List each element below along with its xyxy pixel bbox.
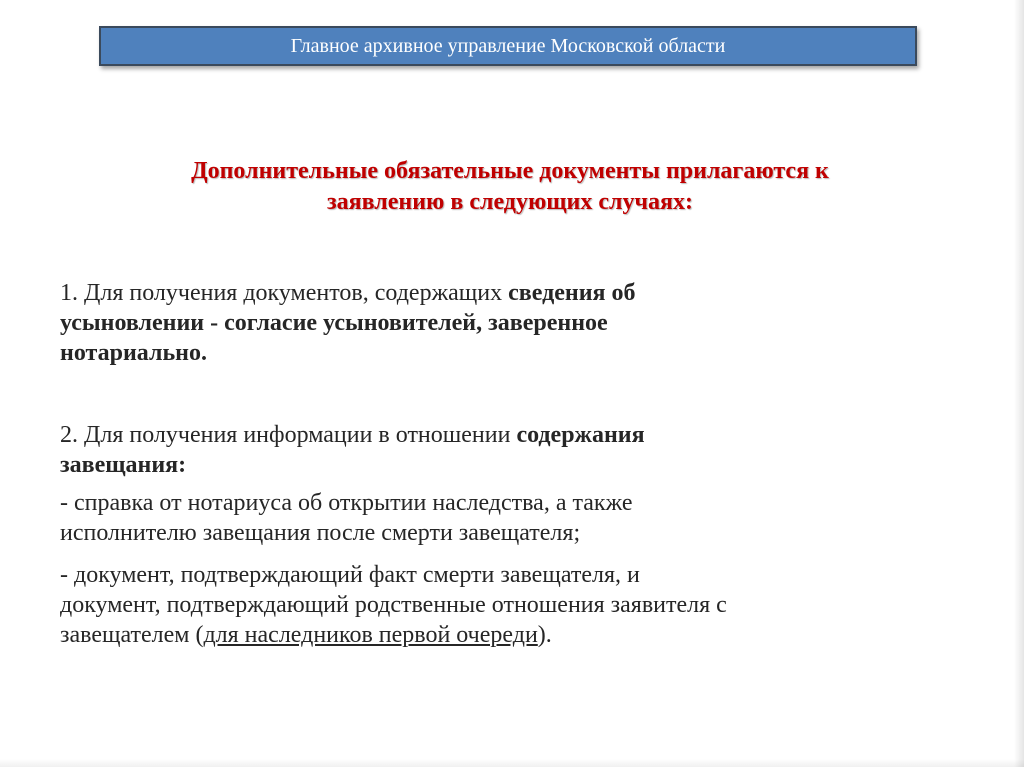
subtitle-line-1: Дополнительные обязательные документы прилагаются к: [191, 158, 829, 184]
item-will-prefix: 2. Для получения информации в отношении: [60, 422, 517, 448]
item-adoption-bold-1: сведения об: [508, 280, 636, 306]
bullet-death-underlined: для наследников первой очереди: [203, 622, 538, 648]
bullet-death-line-3-suffix: ).: [537, 622, 552, 648]
bullet-notary-certificate: [60, 488, 940, 548]
bullet-death-line-3-prefix: завещателем (: [60, 622, 204, 648]
slide-bottom-shadow: [0, 759, 1024, 767]
item-will-bold-2: завещания:: [60, 452, 187, 478]
bullet-notary-line-2: исполнителю завещания после смерти завещателя;: [60, 520, 581, 546]
header-banner: [99, 26, 917, 66]
bullet-notary-line-1: - справка от нотариуса об открытии наследства, а также: [60, 490, 633, 516]
item-adoption-bold-3: нотариально.: [60, 340, 207, 366]
item-adoption: [60, 278, 940, 368]
slide-body: [60, 278, 940, 650]
slide-edge-shadow: [1014, 0, 1024, 767]
item-will: [60, 420, 940, 480]
item-will-bold-1: содержания: [516, 422, 645, 448]
subtitle-line-2: заявлению в следующих случаях:: [327, 189, 693, 215]
bullet-death-line-2: документ, подтверждающий родственные отношения заявителя с: [60, 592, 727, 618]
item-adoption-prefix: 1. Для получения документов, содержащих: [60, 280, 509, 306]
bullet-death-line-1: - документ, подтверждающий факт смерти завещателя, и: [60, 562, 640, 588]
slide-subtitle: [60, 156, 960, 218]
bullet-death-document: [60, 560, 940, 650]
header-title: Главное архивное управление Московской области: [290, 34, 726, 57]
item-adoption-bold-2: усыновлении - согласие усыновителей, заверенное: [60, 310, 608, 336]
